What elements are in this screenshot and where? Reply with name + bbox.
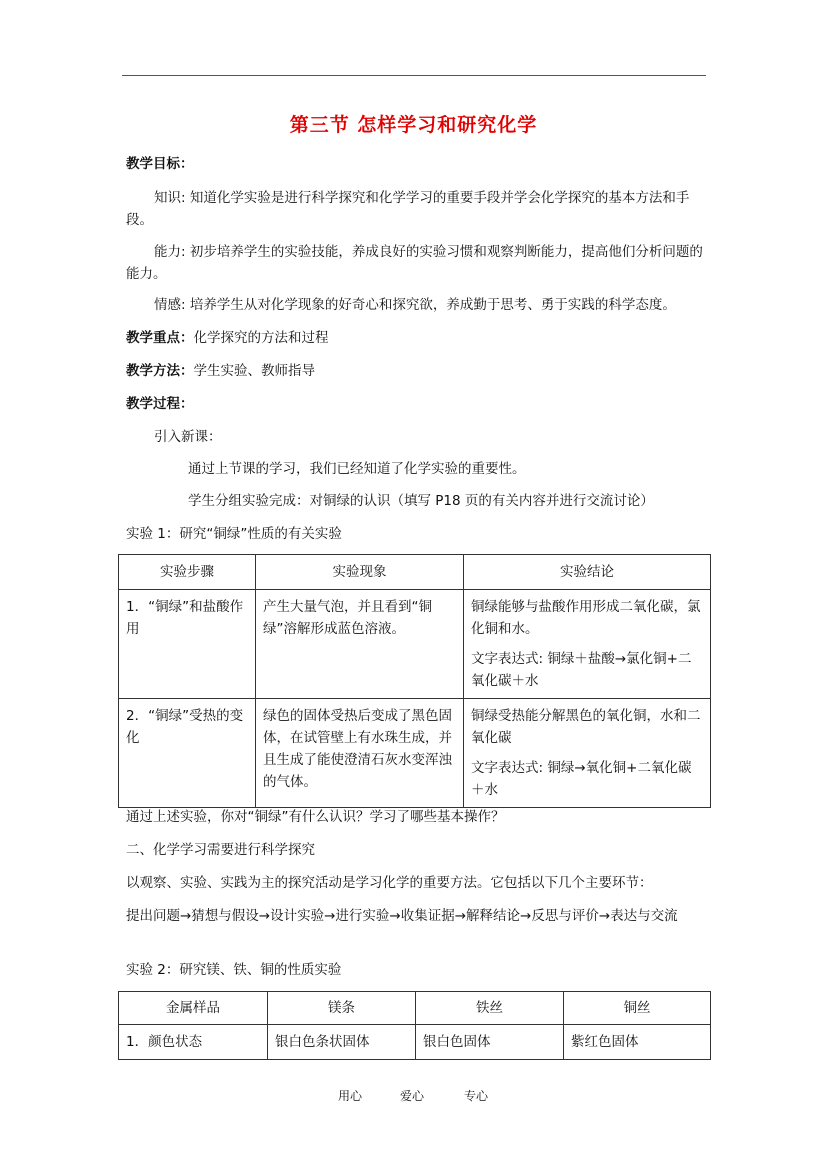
teaching-method <box>126 361 315 381</box>
footer-text: 专心 <box>464 1089 489 1103</box>
exp1-caption: 实验 1：研究“铜绿”性质的有关实验 <box>126 526 342 542</box>
focus-text: 化学探究的方法和过程 <box>193 330 329 346</box>
exp2-table <box>118 991 711 1060</box>
table-cell <box>464 590 711 699</box>
exp2-caption: 实验 2：研究镁、铁、铜的性质实验 <box>126 962 342 978</box>
table-header-row <box>119 555 711 590</box>
table-cell: 2．“铜绿”受热的变化 <box>119 699 256 808</box>
process-heading: 教学过程： <box>126 396 194 412</box>
table-cell: 紫红色固体 <box>564 1025 711 1060</box>
exp1-table <box>118 554 711 808</box>
section-2-heading: 二、化学学习需要进行科学探究 <box>126 842 315 858</box>
table-row <box>119 590 711 699</box>
goal-ability: 能力: 初步培养学生的实验技能，养成良好的实验习惯和观察判断能力，提高他们分析问题的能力。 <box>126 244 703 282</box>
expression-text: 文字表达式: 铜绿＋盐酸→氯化铜+二氧化碳＋水 <box>471 651 692 689</box>
process-paragraph-1: 通过上节课的学习，我们已经知道了化学实验的重要性。 <box>188 461 526 477</box>
table-cell: 银白色固体 <box>416 1025 564 1060</box>
footer-text: 用心 <box>338 1089 363 1103</box>
header-rule <box>122 75 706 76</box>
section-2-text: 以观察、实验、实践为主的探究活动是学习化学的重要方法。它包括以下几个主要环节： <box>126 875 653 891</box>
footer-text: 爱心 <box>400 1089 425 1103</box>
table-header: 实验结论 <box>464 555 711 590</box>
table-row <box>119 699 711 808</box>
table-row <box>119 1025 711 1060</box>
table-header-row <box>119 992 711 1025</box>
table-cell <box>464 699 711 808</box>
after-exp1-question: 通过上述实验，你对“铜绿”有什么认识？学习了哪些基本操作？ <box>126 809 505 825</box>
process-intro: 引入新课： <box>154 429 222 445</box>
goals-heading: 教学目标： <box>126 156 194 172</box>
table-cell: 1．“铜绿”和盐酸作用 <box>119 590 256 699</box>
process-paragraph-2: 学生分组实验完成：对铜绿的认识（填写 P18 页的有关内容并进行交流讨论） <box>188 493 654 509</box>
table-cell: 1．颜色状态 <box>119 1025 268 1060</box>
table-header: 铁丝 <box>416 992 564 1025</box>
table-header: 金属样品 <box>119 992 268 1025</box>
method-text: 学生实验、教师指导 <box>193 363 315 379</box>
table-header: 铜丝 <box>564 992 711 1025</box>
conclusion-text: 铜绿受热能分解黑色的氧化铜，水和二氧化碳 <box>471 708 701 746</box>
teaching-focus <box>126 328 329 348</box>
method-label: 教学方法： <box>126 363 194 379</box>
inquiry-steps: 提出问题→猜想与假设→设计实验→进行实验→收集证据→解释结论→反思与评价→表达与交流 <box>126 908 678 924</box>
goal-emotion: 情感: 培养学生从对化学现象的好奇心和探究欲，养成勤于思考、勇于实践的科学态度。 <box>154 297 676 313</box>
table-header: 实验步骤 <box>119 555 256 590</box>
conclusion-text: 铜绿能够与盐酸作用形成二氧化碳，氯化铜和水。 <box>471 599 701 637</box>
focus-label: 教学重点： <box>126 330 194 346</box>
table-cell: 产生大量气泡，并且看到“铜绿”溶解形成蓝色溶液。 <box>256 590 464 699</box>
table-cell: 绿色的固体受热后变成了黑色固体，在试管壁上有水珠生成，并且生成了能使澄清石灰水变浑浊的气体。 <box>256 699 464 808</box>
table-header: 镁条 <box>268 992 416 1025</box>
table-header: 实验现象 <box>256 555 464 590</box>
page-title: 第三节 怎样学习和研究化学 <box>289 114 538 136</box>
table-cell: 银白色条状固体 <box>268 1025 416 1060</box>
goal-knowledge: 知识: 知道化学实验是进行科学探究和化学学习的重要手段并学会化学探究的基本方法和手段。 <box>126 190 690 228</box>
expression-text: 文字表达式: 铜绿→氧化铜+二氧化碳＋水 <box>471 760 692 798</box>
